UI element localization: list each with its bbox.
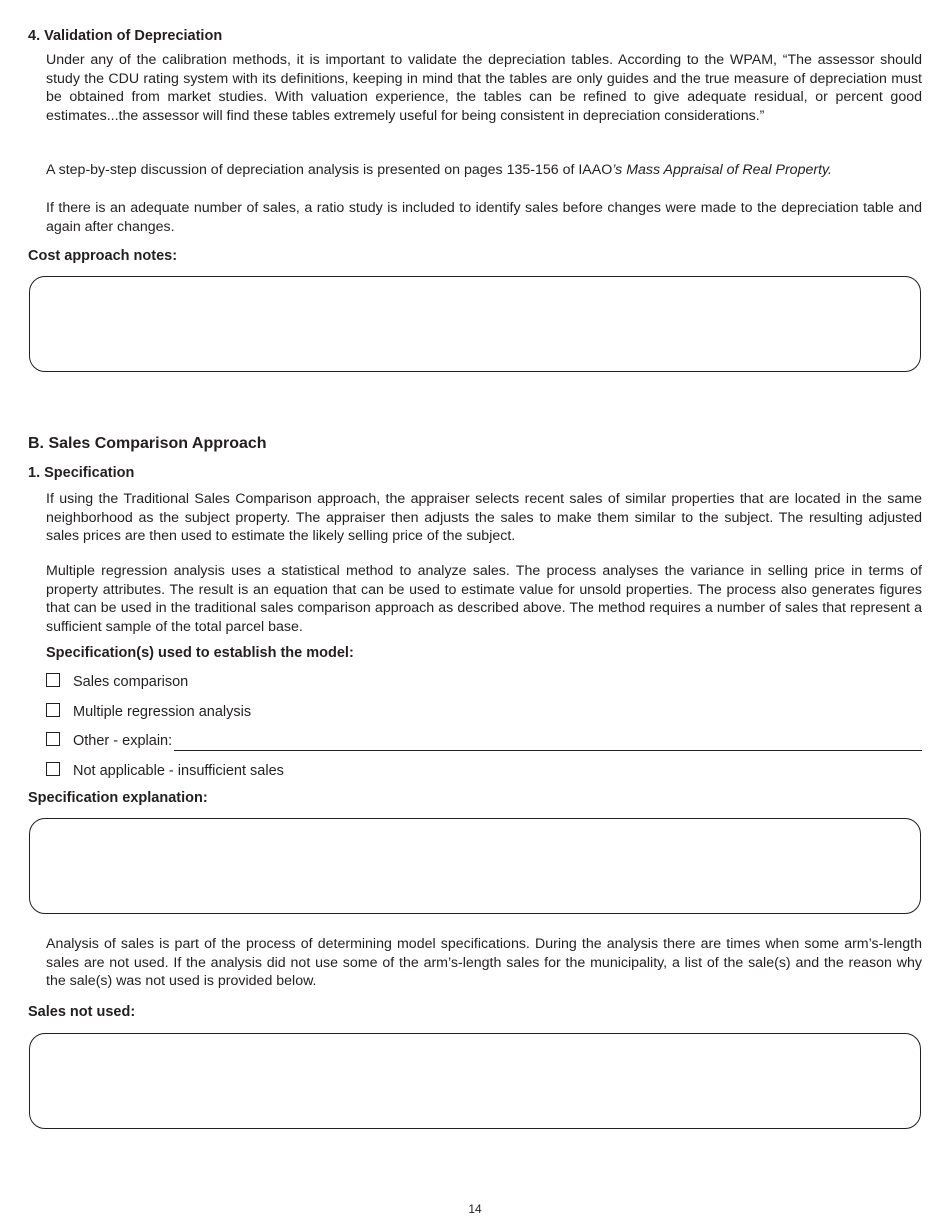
- sales-not-used-label: Sales not used:: [28, 1004, 136, 1020]
- option-sales-comparison[interactable]: [46, 672, 922, 692]
- sales-not-used-field[interactable]: [29, 1033, 921, 1129]
- other-explain-label: Other - explain:: [73, 733, 173, 749]
- multiple-regression-label: Multiple regression analysis: [73, 704, 252, 720]
- sales-comparison-label: Sales comparison: [73, 674, 189, 690]
- sales-comparison-paragraph-1: If using the Traditional Sales Comparison approach, the appraiser selects recent sales of similar properties that are located in the same neighborhood as the subject property. The appraiser then adjusts the sales to make them similar to the subject. The resulting adjusted sales prices are then used to estimate the likely selling price of the subject.: [46, 491, 922, 545]
- cost-approach-notes-label: Cost approach notes:: [28, 248, 178, 264]
- specification-explanation-label: Specification explanation:: [28, 790, 208, 806]
- option-multiple-regression[interactable]: [46, 702, 922, 722]
- model-specification-label: Specification(s) used to establish the model:: [46, 645, 354, 661]
- depreciation-paragraph-2: [46, 161, 922, 180]
- multiple-regression-checkbox[interactable]: [46, 703, 60, 717]
- section-heading-sales-comparison-approach: B. Sales Comparison Approach: [28, 435, 267, 452]
- page-number: 14: [468, 1202, 482, 1216]
- option-other[interactable]: [46, 731, 922, 751]
- not-applicable-label: Not applicable - insufficient sales: [73, 763, 284, 779]
- multiple-regression-paragraph: Multiple regression analysis uses a statistical method to analyze sales. The process analyses the variance in selling price in terms of property attributes. The result is an equation that can be used to estimate value for unsold properties. The process also generates figures that can be used in the traditional sales comparison approach as described above. The method requires a number of sales that represent a sufficient sample of the total parcel base.: [46, 563, 922, 635]
- section-heading-validation-of-depreciation: 4. Validation of Depreciation: [28, 28, 223, 44]
- cost-approach-notes-field[interactable]: [29, 276, 921, 372]
- other-checkbox[interactable]: [46, 732, 60, 746]
- depreciation-paragraph-2-text: A step-by-step discussion of depreciation analysis is presented on pages 135-156 of IAAO: [46, 162, 613, 178]
- specification-explanation-field[interactable]: [29, 818, 921, 914]
- not-applicable-checkbox[interactable]: [46, 762, 60, 776]
- analysis-of-sales-paragraph: Analysis of sales is part of the process of determining model specifications. During the analysis there are times when some arm’s-length sales are not used. If the analysis did not use some of the arm’s-length sales for the municipality, a list of the sale(s) and the reason why the sale(s) was not used is provided below.: [46, 936, 922, 990]
- book-title: ’s Mass Appraisal of Real Property.: [612, 162, 832, 178]
- depreciation-paragraph-3: If there is an adequate number of sales, a ratio study is included to identify sales before changes were made to the depreciation table and again after changes.: [46, 200, 922, 235]
- option-not-applicable[interactable]: [46, 761, 922, 781]
- depreciation-paragraph-1: Under any of the calibration methods, it is important to validate the depreciation tables. According to the WPAM, “The assessor should study the CDU rating system with its definitions, keeping in mind that the tables are only guides and the true measure of depreciation must be obtained from market studies. With valuation experience, the tables can be refined to give adequate residual, or percent good estimates...the assessor will find these tables extremely useful for being consistent in depreciation considerations.”: [46, 52, 922, 124]
- subsection-heading-specification: 1. Specification: [28, 465, 135, 481]
- other-explain-input[interactable]: [174, 732, 922, 751]
- sales-comparison-checkbox[interactable]: [46, 673, 60, 687]
